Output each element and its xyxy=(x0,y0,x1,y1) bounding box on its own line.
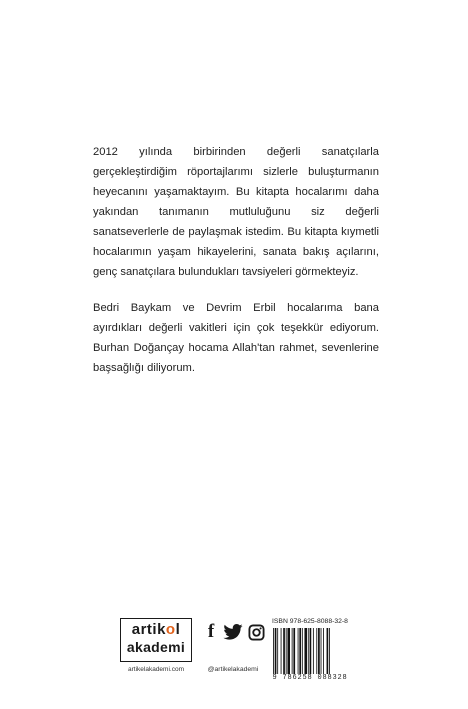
intro-paragraph xyxy=(93,142,379,282)
barcode-stripe xyxy=(275,628,277,674)
barcode-digits: 9 786258 088328 xyxy=(272,674,348,682)
barcode-stripe xyxy=(302,628,303,674)
barcode-stripe xyxy=(299,628,301,674)
logo-text: l xyxy=(175,621,181,638)
barcode-stripe xyxy=(310,628,312,674)
logo-mark: o xyxy=(165,621,176,638)
barcode-stripe xyxy=(323,628,324,674)
logo-text: artik xyxy=(131,621,166,638)
barcode-stripe xyxy=(281,628,282,674)
barcode-stripe xyxy=(304,628,307,674)
barcode-bars xyxy=(273,628,349,674)
instagram-icon xyxy=(247,622,265,642)
barcode-stripe xyxy=(298,628,299,674)
social-icons xyxy=(202,622,266,644)
barcode-stripe xyxy=(321,628,322,674)
barcode-stripe xyxy=(286,628,287,674)
barcode xyxy=(270,618,350,684)
thanks-paragraph xyxy=(93,298,379,378)
barcode-stripe xyxy=(287,628,290,674)
paragraph-text: Bedri Baykam ve Devrim Erbil hocalarıma bana ayırdıkları değerli vakitleri için çok teşekkür ediyorum. Burhan Doğançay hocama Allah'tan rahmet, sevenlerine başsağlığı diliyorum. xyxy=(93,302,379,374)
barcode-stripe xyxy=(327,628,329,674)
barcode-stripe xyxy=(313,628,314,674)
barcode-stripe xyxy=(329,628,330,674)
isbn-label: ISBN 978-625-8088-32-8 xyxy=(272,618,348,625)
facebook-icon: f xyxy=(207,621,215,642)
social-handle: @artikelakademi xyxy=(207,666,259,673)
logo-subtext: akademi xyxy=(126,639,186,655)
publisher-logo xyxy=(120,618,192,662)
barcode-stripe xyxy=(293,628,295,674)
barcode-stripe xyxy=(277,628,278,674)
barcode-stripe xyxy=(316,628,317,674)
barcode-stripe xyxy=(283,628,285,674)
barcode-stripe xyxy=(292,628,293,674)
barcode-stripe xyxy=(318,628,320,674)
barcode-stripe xyxy=(273,628,274,674)
paragraph-text: 2012 yılında birbirinden değerli sanatçılarla gerçekleştirdiğim röportajlarımı sizlerle buluşturmanın heyecanını yaşamaktayım. Bu kitapta hocalarımı daha yakından tanımanın mutluluğunu siz değerli sanatseverlerle de paylaşmak istedim. Bu kitapta kıymetli hocalarımın yaşam hikayelerini, sanata bakış açılarını, genç sanatçılara bulundukları tavsiyeleri görmekteyiz. xyxy=(93,146,379,278)
publisher-website: artikelakademi.com xyxy=(128,666,184,673)
back-cover-footer xyxy=(118,618,350,686)
barcode-stripe xyxy=(308,628,309,674)
twitter-icon xyxy=(222,622,244,642)
